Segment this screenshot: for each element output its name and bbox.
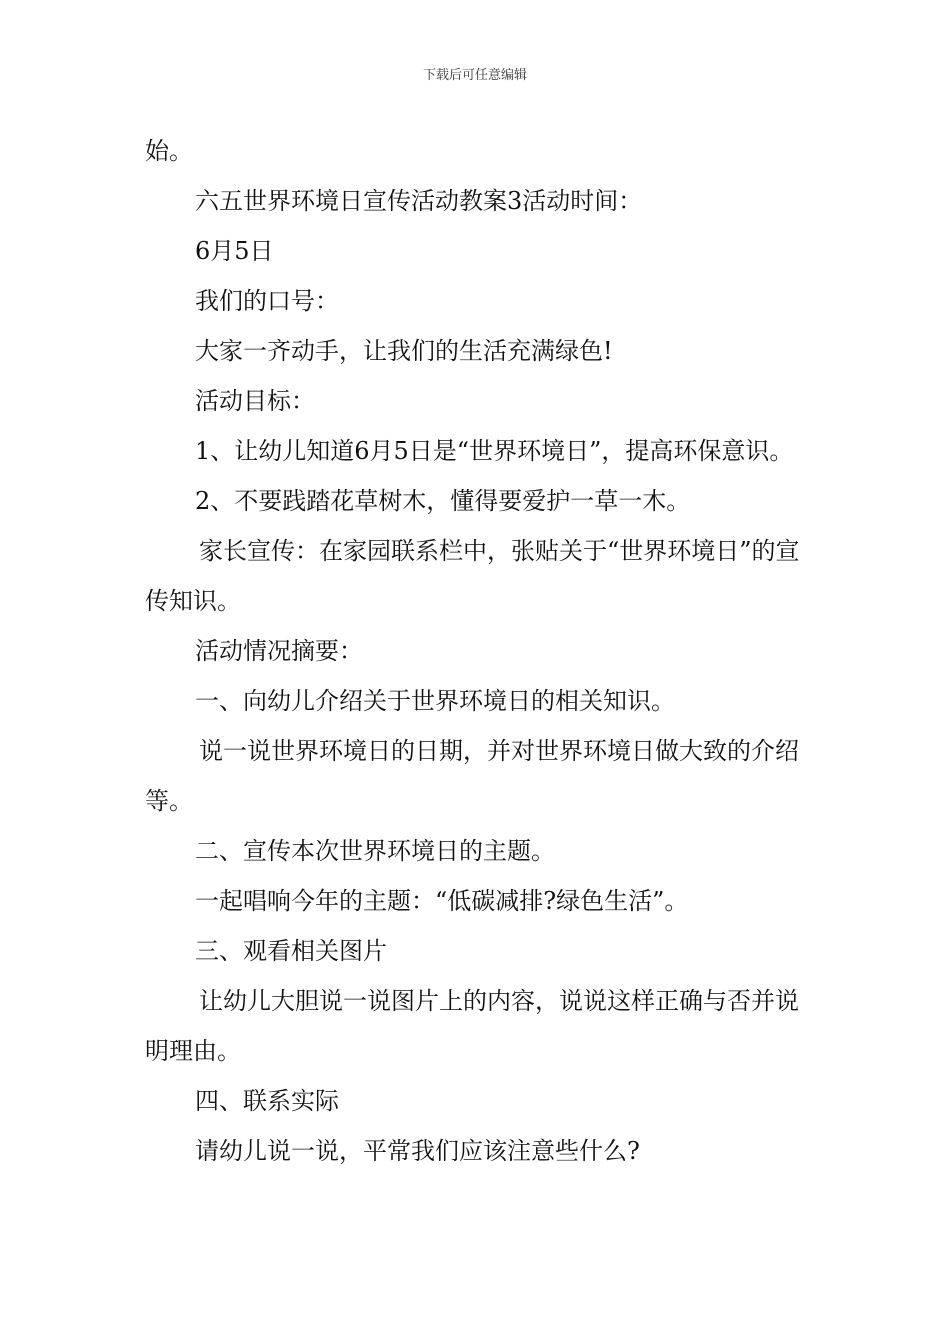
paragraph-goal-1: 1、让幼儿知道6月5日是“世界环境日”，提高环保意识。 xyxy=(195,437,794,465)
page-header: 下载后可任意编辑 xyxy=(422,68,527,83)
document-body xyxy=(145,126,809,1176)
paragraph-step-3: 三、观看相关图片 xyxy=(195,937,387,965)
paragraph-goals-heading: 活动目标： xyxy=(195,387,315,415)
paragraph-step-1-detail: 说一说世界环境日的日期，并对世界环境日做大致的介绍等。 xyxy=(145,737,799,815)
paragraph-slogan: 大家一齐动手，让我们的生活充满绿色! xyxy=(195,337,613,365)
paragraph-goal-2: 2、不要践踏花草树木，懂得要爱护一草一木。 xyxy=(195,487,691,515)
paragraph-date: 6月5日 xyxy=(195,237,274,265)
paragraph-step-2-detail: 一起唱响今年的主题：“低碳减排?绿色生活”。 xyxy=(195,887,689,915)
paragraph-slogan-heading: 我们的口号： xyxy=(195,287,339,315)
paragraph-step-1: 一、向幼儿介绍关于世界环境日的相关知识。 xyxy=(195,687,675,715)
paragraph-parent-promo: 家长宣传：在家园联系栏中，张贴关于“世界环境日”的宣传知识。 xyxy=(145,537,800,615)
paragraph-step-2: 二、宣传本次世界环境日的主题。 xyxy=(195,837,555,865)
paragraph-title-time: 六五世界环境日宣传活动教案3活动时间： xyxy=(195,187,643,215)
paragraph-step-4: 四、联系实际 xyxy=(195,1087,339,1115)
paragraph-step-3-detail: 让幼儿大胆说一说图片上的内容，说说这样正确与否并说明理由。 xyxy=(145,987,799,1065)
paragraph-step-4-detail: 请幼儿说一说，平常我们应该注意些什么? xyxy=(195,1137,640,1165)
paragraph-summary-heading: 活动情况摘要： xyxy=(195,637,363,665)
paragraph-continuation: 始。 xyxy=(145,137,193,165)
